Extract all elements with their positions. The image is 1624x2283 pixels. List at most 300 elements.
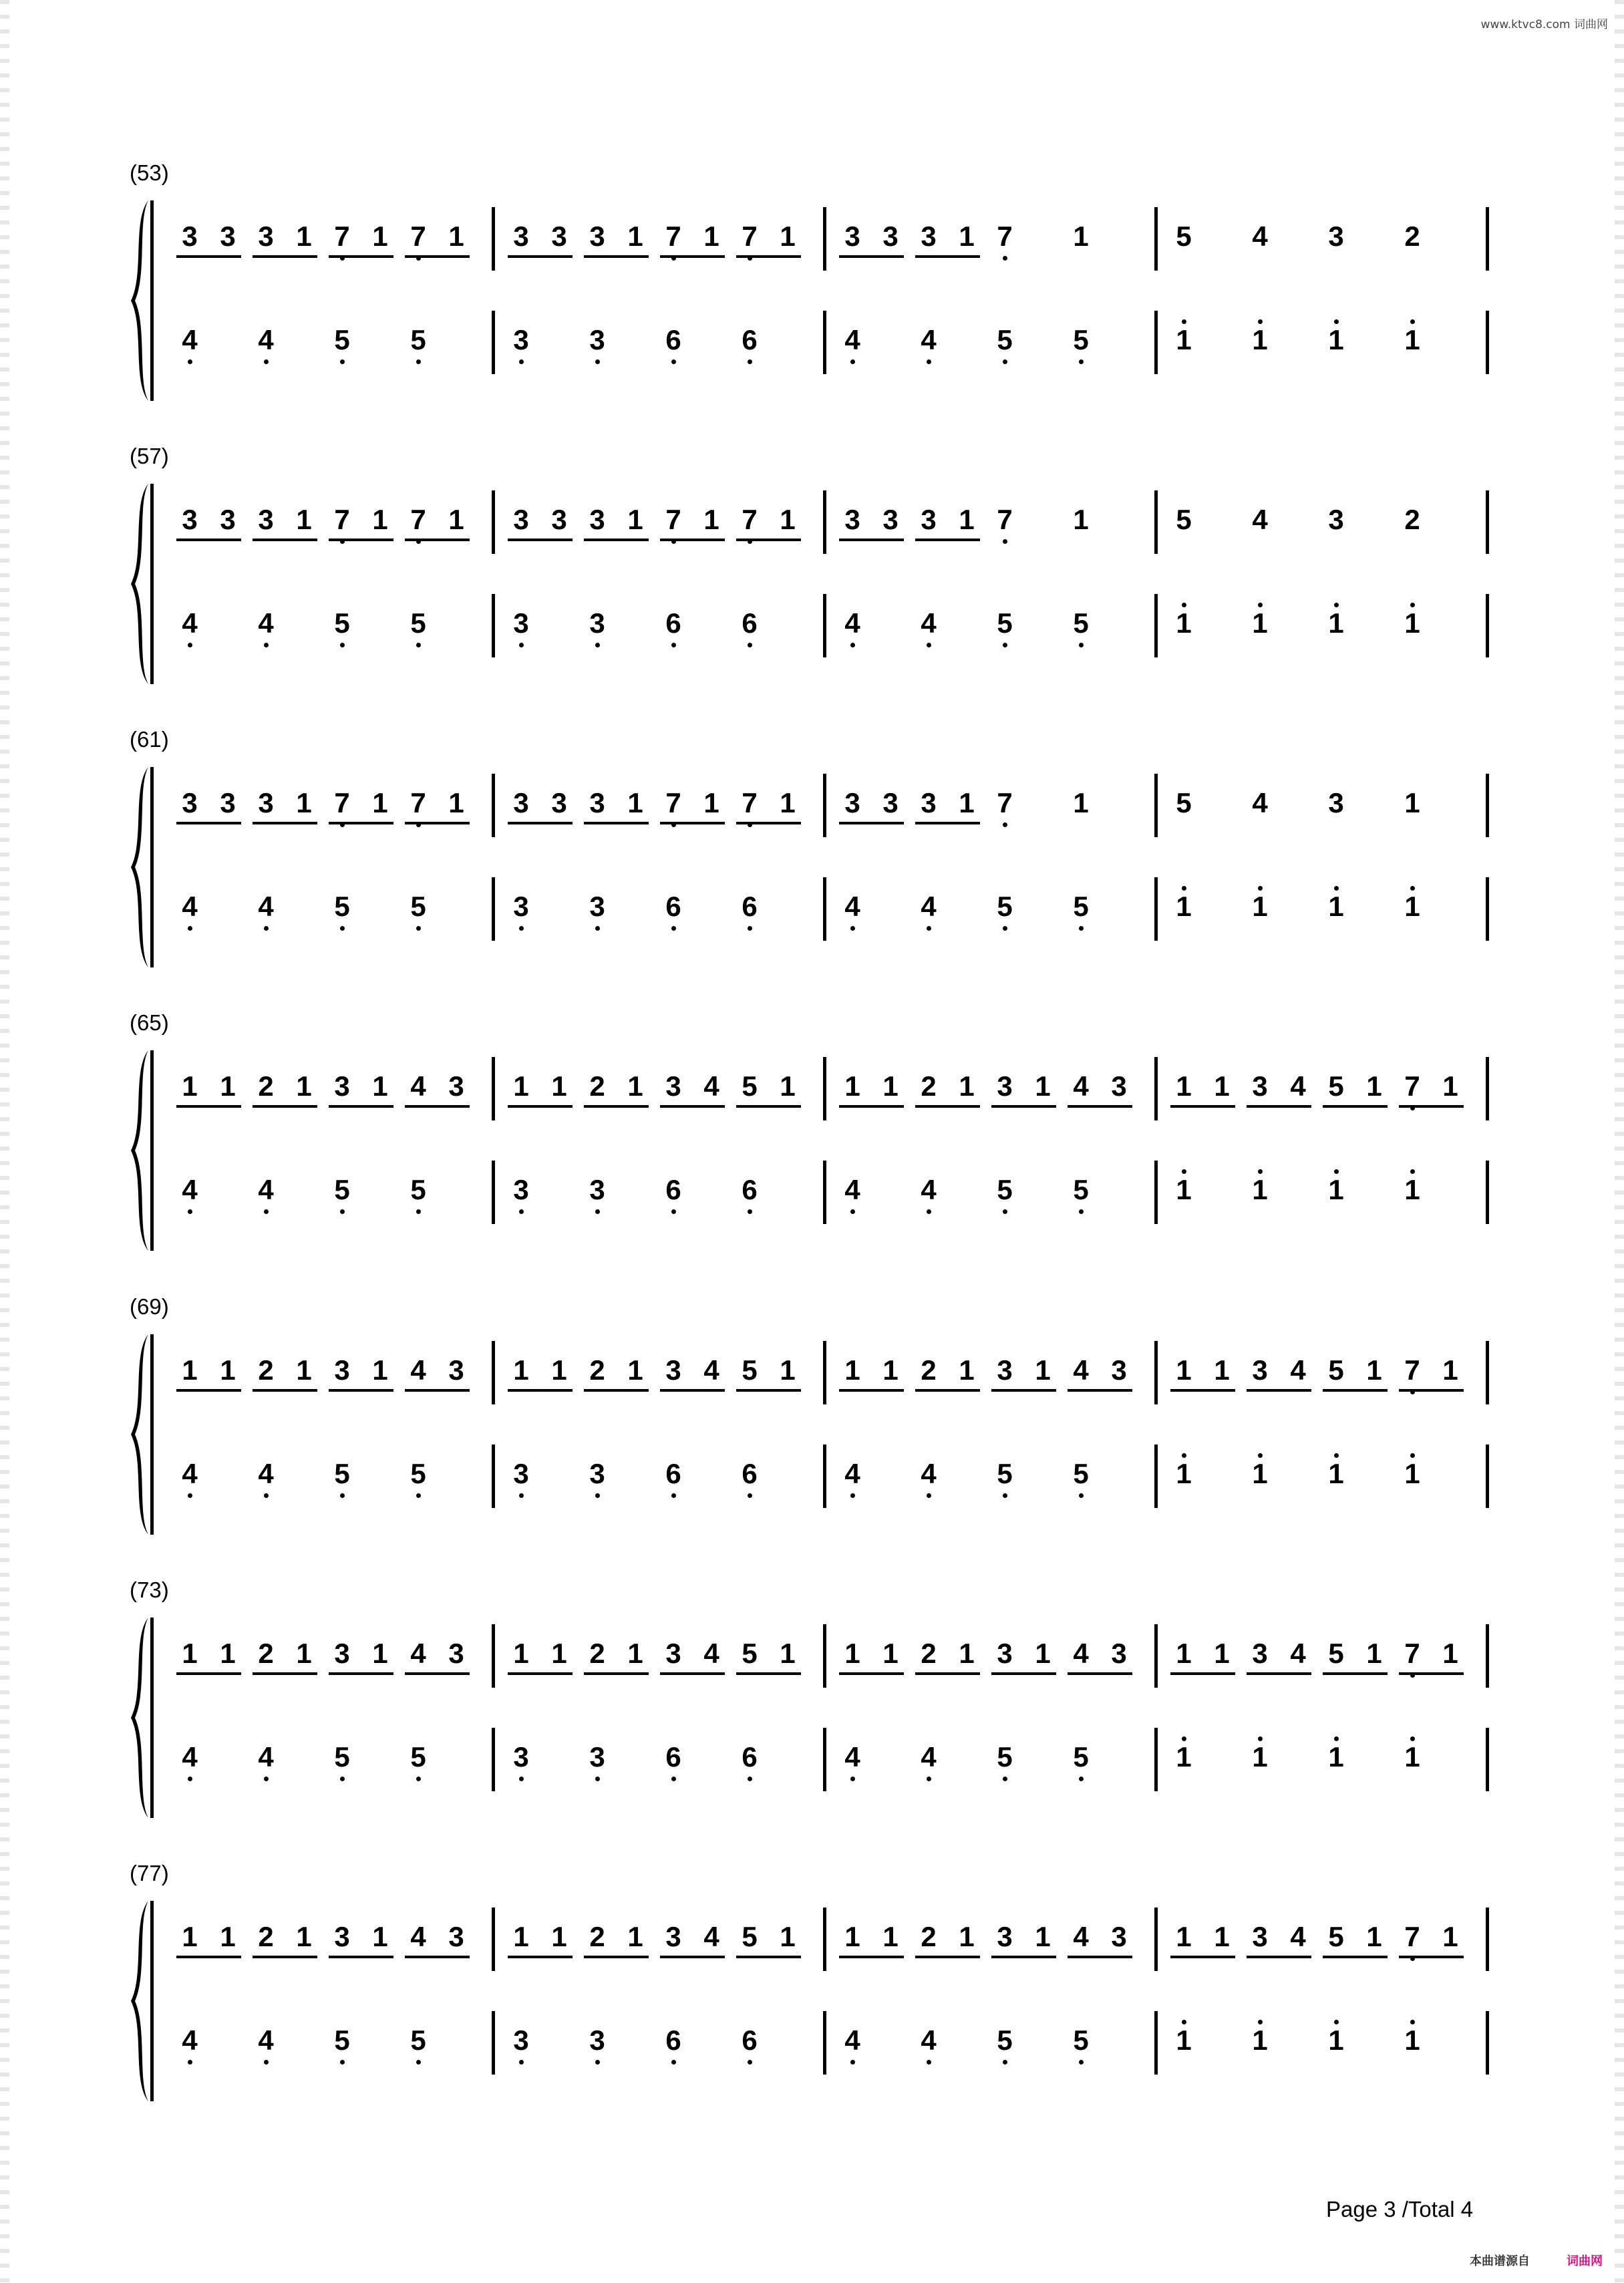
measure-number: (65): [130, 1010, 169, 1035]
note-upper: 3: [1252, 1921, 1268, 1952]
eighth-beam: [584, 1956, 649, 1958]
eighth-beam: [1323, 1672, 1388, 1675]
note-upper: 3: [1252, 1638, 1268, 1669]
note-upper: 1: [182, 1354, 198, 1386]
note-upper: 4: [410, 1921, 426, 1952]
site-name-logo: 词曲网: [1567, 2254, 1603, 2268]
eighth-beam: [253, 1105, 317, 1108]
eighth-beam: [660, 539, 725, 541]
note-lower: 5: [1068, 1458, 1094, 1490]
barline: [823, 1624, 826, 1688]
note-lower: 1: [1247, 324, 1273, 356]
note-upper: 5: [1328, 1921, 1344, 1952]
note-lower: 4: [176, 1174, 203, 1206]
note-upper: 1: [296, 1921, 312, 1952]
note-lower: 3: [584, 891, 611, 923]
score-system: [0, 1577, 1624, 1805]
eighth-beam: [839, 1956, 904, 1958]
note-upper: 1: [882, 1070, 899, 1102]
note-upper: 4: [703, 1354, 719, 1386]
note-upper: 4: [1073, 1354, 1089, 1386]
note-upper: 1: [1035, 1354, 1051, 1386]
eighth-beam: [1247, 1389, 1311, 1392]
note-upper: 3: [220, 220, 236, 252]
note-upper: 1: [220, 1354, 236, 1386]
note-lower: 4: [915, 607, 942, 639]
note-upper: 1: [844, 1921, 860, 1952]
note-upper: 4: [1290, 1921, 1306, 1952]
note-lower: 3: [508, 1741, 534, 1773]
barline: [823, 1057, 826, 1120]
note-upper: 1: [959, 220, 975, 252]
note-upper: 7: [660, 220, 687, 253]
note-lower: 6: [736, 1741, 763, 1773]
note-upper: 5: [742, 1638, 758, 1669]
eighth-beam: [991, 1672, 1056, 1675]
note-upper: 1: [551, 1070, 567, 1102]
note-lower: 4: [176, 1741, 203, 1773]
barline: [1486, 774, 1489, 837]
note-lower: 3: [508, 607, 534, 639]
note-upper: 1: [296, 504, 312, 535]
note-lower: 3: [508, 891, 534, 923]
note-upper: 2: [921, 1354, 937, 1386]
note-upper: 1: [220, 1638, 236, 1669]
barline: [823, 594, 826, 657]
note-upper: 1: [882, 1354, 899, 1386]
note-upper: 3: [448, 1354, 464, 1386]
note-upper: 7: [329, 787, 355, 819]
note-upper: 3: [921, 787, 937, 818]
eighth-beam: [839, 1105, 904, 1108]
note-upper: 1: [448, 787, 464, 818]
note-lower: 5: [1068, 607, 1094, 639]
score-system: [0, 1294, 1624, 1521]
note-lower: 5: [991, 1741, 1018, 1773]
eighth-beam: [736, 822, 801, 824]
eighth-beam: [1068, 1672, 1132, 1675]
eighth-beam: [405, 1105, 470, 1108]
note-upper: 3: [1111, 1921, 1127, 1952]
note-lower: 4: [839, 891, 866, 923]
note-upper: 2: [589, 1070, 605, 1102]
note-upper: 1: [551, 1921, 567, 1952]
note-lower: 4: [915, 891, 942, 923]
barline: [1486, 207, 1489, 271]
note-upper: 4: [1073, 1070, 1089, 1102]
barline: [492, 1444, 495, 1508]
eighth-beam: [1170, 1105, 1235, 1108]
note-upper: 4: [410, 1354, 426, 1386]
note-lower: 4: [253, 324, 279, 356]
note-upper: 1: [372, 787, 388, 818]
eighth-beam: [1399, 1956, 1464, 1958]
note-upper: 1: [627, 220, 643, 252]
eighth-beam: [405, 822, 470, 824]
note-lower: 3: [584, 324, 611, 356]
note-lower: 1: [1323, 891, 1349, 923]
note-upper: 1: [372, 1921, 388, 1952]
note-upper: 1: [703, 220, 719, 252]
barline: [1154, 1728, 1158, 1791]
barline: [492, 207, 495, 271]
barline: [1154, 594, 1158, 657]
system-line: [150, 484, 154, 684]
note-upper: 1: [1073, 504, 1089, 535]
note-upper: 4: [1073, 1921, 1089, 1952]
eighth-beam: [915, 1105, 980, 1108]
note-upper: 3: [448, 1921, 464, 1952]
eighth-beam: [176, 539, 241, 541]
note-upper: 1: [1035, 1921, 1051, 1952]
note-upper: 7: [991, 504, 1018, 536]
eighth-beam: [915, 1956, 980, 1958]
note-upper: 3: [1328, 787, 1344, 818]
note-upper: 3: [258, 504, 274, 535]
note-upper: 1: [372, 1638, 388, 1669]
note-upper: 3: [182, 220, 198, 252]
note-lower: 1: [1247, 891, 1273, 923]
note-upper: 1: [1073, 220, 1089, 252]
note-upper: 7: [1399, 1638, 1426, 1670]
note-upper: 3: [921, 220, 937, 252]
page-indicator: Page 3 /Total 4: [1326, 2197, 1474, 2222]
note-upper: 4: [1073, 1638, 1089, 1669]
note-lower: 3: [584, 607, 611, 639]
note-upper: 1: [959, 504, 975, 535]
note-upper: 1: [296, 787, 312, 818]
note-upper: 3: [258, 220, 274, 252]
note-upper: 3: [665, 1921, 681, 1952]
barline: [1154, 1161, 1158, 1224]
note-upper: 1: [1214, 1921, 1230, 1952]
note-lower: 6: [660, 891, 687, 923]
note-upper: 1: [1442, 1354, 1458, 1386]
note-upper: 1: [1035, 1070, 1051, 1102]
barline: [1154, 1444, 1158, 1508]
note-lower: 3: [584, 1174, 611, 1206]
note-upper: 3: [1252, 1354, 1268, 1386]
measure-number: (61): [130, 727, 169, 752]
note-lower: 1: [1399, 1174, 1426, 1206]
note-upper: 1: [627, 504, 643, 535]
note-upper: 1: [1442, 1921, 1458, 1952]
note-lower: 1: [1247, 2024, 1273, 2057]
eighth-beam: [1323, 1389, 1388, 1392]
note-upper: 3: [844, 504, 860, 535]
eighth-beam: [1247, 1956, 1311, 1958]
note-lower: 1: [1399, 1458, 1426, 1490]
eighth-beam: [584, 1105, 649, 1108]
barline: [492, 490, 495, 554]
note-lower: 4: [253, 2024, 279, 2057]
note-lower: 5: [405, 891, 432, 923]
note-upper: 3: [334, 1921, 350, 1952]
note-upper: 1: [703, 504, 719, 535]
site-watermark: www.ktvc8.com 词曲网: [1480, 18, 1608, 31]
barline: [823, 1341, 826, 1404]
eighth-beam: [839, 822, 904, 824]
eighth-beam: [660, 1956, 725, 1958]
note-upper: 3: [551, 504, 567, 535]
eighth-beam: [915, 1389, 980, 1392]
note-lower: 4: [915, 1174, 942, 1206]
note-upper: 5: [1328, 1354, 1344, 1386]
note-lower: 4: [176, 891, 203, 923]
barline: [823, 311, 826, 374]
note-upper: 1: [1442, 1638, 1458, 1669]
note-upper: 3: [665, 1354, 681, 1386]
eighth-beam: [991, 1105, 1056, 1108]
note-lower: 1: [1170, 607, 1197, 639]
note-upper: 7: [660, 787, 687, 819]
note-upper: 4: [1252, 787, 1268, 818]
eighth-beam: [915, 539, 980, 541]
note-upper: 1: [703, 787, 719, 818]
note-upper: 3: [665, 1638, 681, 1669]
eighth-beam: [329, 822, 393, 824]
note-upper: 3: [334, 1638, 350, 1669]
note-upper: 3: [551, 220, 567, 252]
eighth-beam: [405, 1956, 470, 1958]
note-upper: 1: [551, 1638, 567, 1669]
eighth-beam: [915, 822, 980, 824]
note-upper: 5: [1328, 1070, 1344, 1102]
note-upper: 1: [959, 1921, 975, 1952]
barline: [492, 594, 495, 657]
note-upper: 3: [589, 504, 605, 535]
note-lower: 1: [1170, 1458, 1197, 1490]
note-lower: 4: [253, 1741, 279, 1773]
eighth-beam: [329, 1956, 393, 1958]
note-upper: 4: [1252, 220, 1268, 252]
note-upper: 1: [448, 504, 464, 535]
barline: [823, 207, 826, 271]
eighth-beam: [660, 1672, 725, 1675]
note-lower: 4: [839, 1458, 866, 1490]
note-upper: 1: [1035, 1638, 1051, 1669]
eighth-beam: [584, 822, 649, 824]
note-upper: 3: [1328, 504, 1344, 535]
eighth-beam: [915, 255, 980, 258]
eighth-beam: [736, 1105, 801, 1108]
note-upper: 1: [1366, 1921, 1382, 1952]
note-upper: 1: [372, 504, 388, 535]
note-lower: 4: [176, 607, 203, 639]
eighth-beam: [1323, 1956, 1388, 1958]
barline: [492, 1728, 495, 1791]
eighth-beam: [1170, 1956, 1235, 1958]
note-upper: 1: [882, 1638, 899, 1669]
note-lower: 1: [1247, 1458, 1273, 1490]
note-lower: 6: [660, 607, 687, 639]
note-upper: 3: [258, 787, 274, 818]
note-lower: 1: [1323, 324, 1349, 356]
eighth-beam: [736, 539, 801, 541]
barline: [1486, 1057, 1489, 1120]
note-upper: 3: [220, 504, 236, 535]
barline: [1154, 311, 1158, 374]
note-lower: 4: [839, 607, 866, 639]
note-upper: 1: [780, 1921, 796, 1952]
note-upper: 3: [513, 220, 529, 252]
eighth-beam: [839, 255, 904, 258]
note-lower: 6: [660, 2024, 687, 2057]
note-lower: 5: [991, 607, 1018, 639]
note-lower: 1: [1170, 2024, 1197, 2057]
note-upper: 7: [1399, 1921, 1426, 1953]
note-upper: 3: [997, 1638, 1013, 1669]
note-lower: 4: [839, 1741, 866, 1773]
note-upper: 1: [1214, 1354, 1230, 1386]
note-lower: 1: [1170, 1741, 1197, 1773]
note-lower: 4: [915, 1458, 942, 1490]
note-upper: 1: [182, 1638, 198, 1669]
barline: [1154, 207, 1158, 271]
note-upper: 7: [1399, 1070, 1426, 1102]
note-lower: 5: [1068, 1741, 1094, 1773]
score-system: [0, 160, 1624, 388]
note-upper: 1: [1366, 1070, 1382, 1102]
eighth-beam: [253, 822, 317, 824]
barline: [1486, 1444, 1489, 1508]
note-upper: 1: [296, 1638, 312, 1669]
eighth-beam: [736, 1956, 801, 1958]
note-lower: 5: [405, 2024, 432, 2057]
note-upper: 1: [959, 787, 975, 818]
note-lower: 6: [736, 607, 763, 639]
note-upper: 1: [1404, 787, 1420, 818]
note-upper: 2: [1404, 220, 1420, 252]
barline: [492, 877, 495, 941]
note-upper: 5: [1328, 1638, 1344, 1669]
system-line: [150, 767, 154, 967]
note-upper: 1: [780, 220, 796, 252]
eighth-beam: [1068, 1956, 1132, 1958]
note-lower: 1: [1247, 1741, 1273, 1773]
note-upper: 4: [1290, 1354, 1306, 1386]
score-system: [0, 1861, 1624, 2088]
note-lower: 1: [1170, 891, 1197, 923]
note-lower: 5: [991, 1174, 1018, 1206]
eighth-beam: [736, 1389, 801, 1392]
note-upper: 2: [258, 1638, 274, 1669]
eighth-beam: [176, 1389, 241, 1392]
score-system: [0, 727, 1624, 954]
eighth-beam: [329, 1105, 393, 1108]
note-upper: 1: [1176, 1921, 1192, 1952]
note-upper: 1: [627, 1354, 643, 1386]
note-lower: 5: [329, 1174, 355, 1206]
eighth-beam: [1247, 1672, 1311, 1675]
note-upper: 3: [589, 220, 605, 252]
note-lower: 4: [176, 2024, 203, 2057]
eighth-beam: [329, 1389, 393, 1392]
note-upper: 3: [448, 1070, 464, 1102]
note-lower: 6: [660, 1458, 687, 1490]
note-upper: 1: [296, 220, 312, 252]
note-lower: 1: [1247, 607, 1273, 639]
note-upper: 1: [959, 1070, 975, 1102]
note-upper: 1: [780, 1070, 796, 1102]
barline: [1486, 594, 1489, 657]
note-upper: 1: [1176, 1638, 1192, 1669]
note-lower: 5: [991, 2024, 1018, 2057]
eighth-beam: [176, 1105, 241, 1108]
note-upper: 1: [1176, 1070, 1192, 1102]
barline: [1154, 774, 1158, 837]
barline: [1486, 1728, 1489, 1791]
note-lower: 5: [405, 1174, 432, 1206]
note-upper: 1: [1214, 1070, 1230, 1102]
barline: [1154, 2011, 1158, 2075]
eighth-beam: [660, 255, 725, 258]
note-lower: 1: [1399, 324, 1426, 356]
note-upper: 1: [1442, 1070, 1458, 1102]
note-upper: 4: [1290, 1638, 1306, 1669]
note-upper: 4: [703, 1638, 719, 1669]
note-upper: 5: [742, 1070, 758, 1102]
eighth-beam: [405, 1389, 470, 1392]
barline: [1486, 1624, 1489, 1688]
note-upper: 2: [258, 1921, 274, 1952]
note-upper: 1: [372, 1070, 388, 1102]
note-upper: 1: [1176, 1354, 1192, 1386]
eighth-beam: [1247, 1105, 1311, 1108]
note-upper: 3: [882, 787, 899, 818]
note-lower: 4: [915, 324, 942, 356]
eighth-beam: [839, 539, 904, 541]
eighth-beam: [253, 255, 317, 258]
note-upper: 3: [997, 1070, 1013, 1102]
barline: [1486, 311, 1489, 374]
note-lower: 4: [915, 2024, 942, 2057]
note-upper: 7: [405, 787, 432, 819]
note-upper: 5: [742, 1354, 758, 1386]
note-lower: 1: [1323, 1458, 1349, 1490]
note-lower: 1: [1399, 607, 1426, 639]
eighth-beam: [176, 822, 241, 824]
measure-number: (69): [130, 1294, 169, 1319]
note-lower: 4: [839, 1174, 866, 1206]
system-line: [150, 1334, 154, 1535]
note-lower: 6: [736, 1458, 763, 1490]
eighth-beam: [839, 1389, 904, 1392]
barline: [823, 1728, 826, 1791]
barline: [492, 1341, 495, 1404]
note-upper: 7: [736, 220, 763, 253]
note-lower: 5: [329, 1458, 355, 1490]
eighth-beam: [508, 539, 573, 541]
note-lower: 6: [736, 1174, 763, 1206]
eighth-beam: [736, 1672, 801, 1675]
note-lower: 1: [1323, 607, 1349, 639]
note-upper: 1: [627, 1921, 643, 1952]
note-upper: 7: [991, 787, 1018, 819]
note-lower: 5: [1068, 2024, 1094, 2057]
eighth-beam: [991, 1389, 1056, 1392]
note-upper: 3: [997, 1354, 1013, 1386]
barline: [1154, 877, 1158, 941]
barline: [1486, 490, 1489, 554]
note-upper: 1: [1366, 1354, 1382, 1386]
note-upper: 7: [991, 220, 1018, 253]
note-upper: 1: [959, 1638, 975, 1669]
note-lower: 6: [736, 324, 763, 356]
note-lower: 5: [329, 891, 355, 923]
barline: [492, 1624, 495, 1688]
note-upper: 4: [410, 1638, 426, 1669]
